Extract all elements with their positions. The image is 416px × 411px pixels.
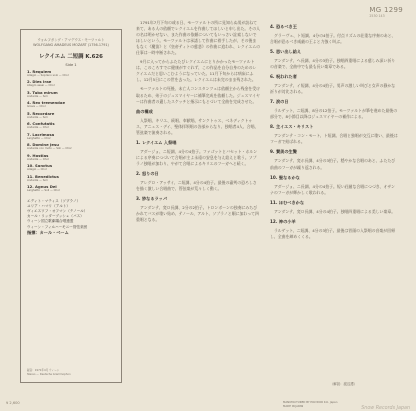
section-heading: 曲の構成 [136, 108, 153, 114]
track-title: 1. Requiem [27, 69, 52, 74]
track-item [27, 132, 115, 140]
track-item [27, 100, 115, 108]
track-item [27, 69, 115, 77]
track-item [27, 153, 115, 161]
body-paragraph: アダージョ、ニ長調、4分の4拍子。短い荘厳な合唱につづき、オザンナのフーガが輝かしく歌われる。 [270, 183, 395, 195]
track-item [27, 121, 115, 129]
track-subtitle: Andante — Chor [27, 125, 50, 130]
body-paragraph: アンダンテ、変ホ長調、4分の3拍子。穏やかな合唱のあと、ふたたび前曲のフーガが繰り返される。 [270, 158, 396, 170]
track-title: 6. Confutatis [27, 121, 55, 127]
body-paragraph: ラルゲット、ニ短調、4分の3拍子。最後は冒頭の入祭唱の音楽が回帰し、全曲を締めくくる。 [270, 227, 395, 239]
track-item [27, 163, 115, 171]
catalog-subcode: 2530 143 [369, 14, 385, 18]
track-title: 12. Agnus Dei [27, 184, 57, 190]
credit-line: ヴィエスワフ・オフマン（テノール） [27, 209, 88, 214]
track-item [27, 111, 115, 119]
track-subtitle: Grave — Chor [27, 104, 46, 109]
credit-line: エディト・マティス（ソプラノ） [27, 198, 81, 203]
performer-credits [27, 199, 115, 235]
track-title: 10. Sanctus [27, 163, 53, 169]
body-paragraph: ラルゲット、ニ短調、8分の12拍子。モーツァルトが筆を進めた最後の部分で、8小節目以降はジュスマイヤーの補作による。 [270, 108, 398, 120]
track-subtitle: Andante — Chor [27, 156, 50, 161]
credit-line: ウィーン・フィルハーモニー管弦楽団 [27, 224, 88, 229]
side-label: Side 1 [65, 63, 77, 67]
track-subtitle: Andante — Soli [27, 177, 48, 182]
section-heading: 5. 思い出し給え [270, 49, 302, 55]
watermark-text: Snow Records Japan [361, 406, 410, 411]
body-paragraph: アンダンテ、ヘ長調、4分の3拍子。独唱四重唱による慈しみ深い祈りの音楽で、全曲中でも最も長い楽章である。 [270, 58, 396, 70]
section-heading: 1. レクイエム 入祭唱 [136, 139, 177, 145]
body-paragraph: 1791年7月下旬の或る日、モーツァルトの所に見知らぬ男が訪ねて来て、ある人の依頼でレクイエムを作曲してほしいと申し出た。その人の名は明かせない、また作曲の依頼についてもいっさい詮索しないでほしいという。モーツァルトは承諾して作曲に着手したが、その後まもなく《魔笛》と《皇帝ティトの慈悲》の作曲に追われ、レクイエムの仕事は一時中断された。 [136, 20, 260, 56]
section-heading: 12. 神の小羊 [270, 218, 296, 224]
track-title: 5. Recordare [27, 110, 55, 116]
body-paragraph: アンダンテ・コン・モート、ト短調。合唱と独唱が交互に歌い、最後はフーガで結ばれる。 [270, 133, 398, 145]
liner-notes-column-1 [136, 20, 260, 380]
liner-notes-column-2 [270, 20, 398, 380]
track-item [27, 79, 115, 87]
section-heading: 11. ほむべきかな [270, 199, 305, 205]
section-heading: 10. 聖なるかな [270, 174, 300, 180]
track-subtitle: Larghetto — Chor [27, 135, 51, 140]
track-title: 7. Lacrimosa [27, 131, 55, 137]
recording-footer: 録音：1971年4月 ウィーン Stereo — Deutsche Grammophon [27, 369, 71, 376]
track-subtitle: Adagio — Chor [27, 167, 47, 172]
section-heading: 9. 賛美の生贄 [270, 149, 297, 155]
manufacturer-info: MANUFACTURED BY POLYDOR K.K. Japan MADE IN JAPAN [283, 400, 338, 408]
body-paragraph: アダージョ、ニ短調、4分の4拍子。ファゴットとバセット・ホルンによる序奏につづいて合唱が主よ永遠の安息を与え給えと歌う。ソプラノ独唱が加わり、やがて合唱によるキリエのフーガへと続く。 [136, 148, 258, 166]
body-paragraph: アレグロ・アッサイ、ニ短調、4分の4拍子。最後の審判の恐ろしさを描く激しい合唱曲で、管弦楽が荒々しく動く。 [136, 179, 257, 191]
track-subtitle: Larghetto — Soli — Chor [27, 188, 60, 193]
body-paragraph: アンダンテ、イ短調、4分の4拍子。男声の激しい叫びと女声の静かな祈りが対比される。 [270, 83, 396, 95]
track-subtitle: Adagio — Soprano solo — Chor [27, 73, 69, 77]
credit-line: カール・リッダーブッシュ（バス） [27, 214, 84, 219]
credit-line: ユリア・ハマリ（アルト） [27, 203, 70, 208]
work-title: レクイエム 二短調 K.626 [39, 54, 103, 60]
body-paragraph: 9月に入ってからふたたびレクイエムにとりかかったモーツァルトは、このころすでに健康がすぐれず、この作品を自分自身のためのレクイエムだと思いこむようになっていた。11月下旬からは病床にふし、12月5日にこの世を去った。レクイエムは未完のまま残された。 [136, 59, 257, 83]
price-label: ¥ 2,600 [6, 401, 20, 405]
track-title: 2. Dies irae [27, 79, 52, 85]
catalog-number [369, 6, 403, 18]
section-heading: 4. 恐るべき王 [270, 24, 297, 29]
notes-author: （解説：渡辺護） [330, 382, 358, 386]
credit-line: 指揮：カール・ベーム [27, 229, 69, 235]
body-paragraph: アンダンテ、変ロ長調、4分の4拍子。独唱四重唱による美しい楽章。 [274, 208, 396, 214]
track-title: 9. Hostias [27, 152, 49, 158]
section-heading: 7. 涙の日 [270, 99, 289, 105]
catalog-code: MG 1299 [369, 6, 403, 14]
section-heading: 8. 主イエス・キリスト [270, 124, 314, 130]
track-list [27, 69, 115, 193]
track-item [27, 184, 115, 192]
body-paragraph: モーツァルトの死後、未亡人コンスタンツェは依頼主から残金を受け取るため、弟子のジュスマイヤーに補筆完成を依頼した。ジュスマイヤーは作曲者の遺したスケッチと指示にもとづいて全曲を完成させた。 [136, 86, 260, 104]
tracklist-panel [20, 29, 122, 383]
track-title: 4. Rex tremendae [27, 100, 66, 106]
track-subtitle: Andante — Soli [27, 93, 48, 98]
track-title: 11. Benedictus [27, 173, 59, 179]
track-subtitle: Allegro assai — Chor [27, 83, 55, 88]
section-heading: 3. 妙なるラッパ [136, 195, 168, 201]
body-paragraph: 入祭唱、キリエ、続唱、奉献唱、サンクトゥス、ベネディクトゥス、アニュス・デイ、聖体拝領唱の各部からなり、独唱者4人、合唱、管弦楽で演奏される。 [136, 117, 259, 135]
track-title: 8. Domine Jesu [27, 142, 59, 148]
section-heading: 6. 呪われた者 [270, 74, 297, 80]
track-item [27, 90, 115, 98]
track-subtitle: Andante con moto — Soli — Chor [27, 146, 72, 151]
section-heading: 2. 怒りの日 [136, 170, 159, 176]
credit-line: ウィーン国立歌劇場合唱連盟 [27, 219, 74, 224]
body-paragraph: アンダンテ、変ロ長調、2分の2拍子。トロンボーンの独奏にみちびかれてバスが歌い始め、テノール、アルト、ソプラノと順に加わって四重唱となる。 [136, 204, 259, 223]
track-title: 3. Tuba mirum [27, 89, 58, 95]
body-paragraph: グラーヴェ、ト短調、4分の4拍子。付点リズムの荘重な序奏のあと、合唱が恐るべき威厳の王よと力強く叫ぶ。 [270, 33, 396, 45]
track-item [27, 174, 115, 182]
track-item [27, 142, 115, 150]
track-subtitle: Andante — Soli [27, 114, 48, 119]
composer-header: ウォルフガング・アマデウス・モーツァルト WOLFGANG AMADEUS MOZART (1756-1791) [33, 38, 109, 47]
